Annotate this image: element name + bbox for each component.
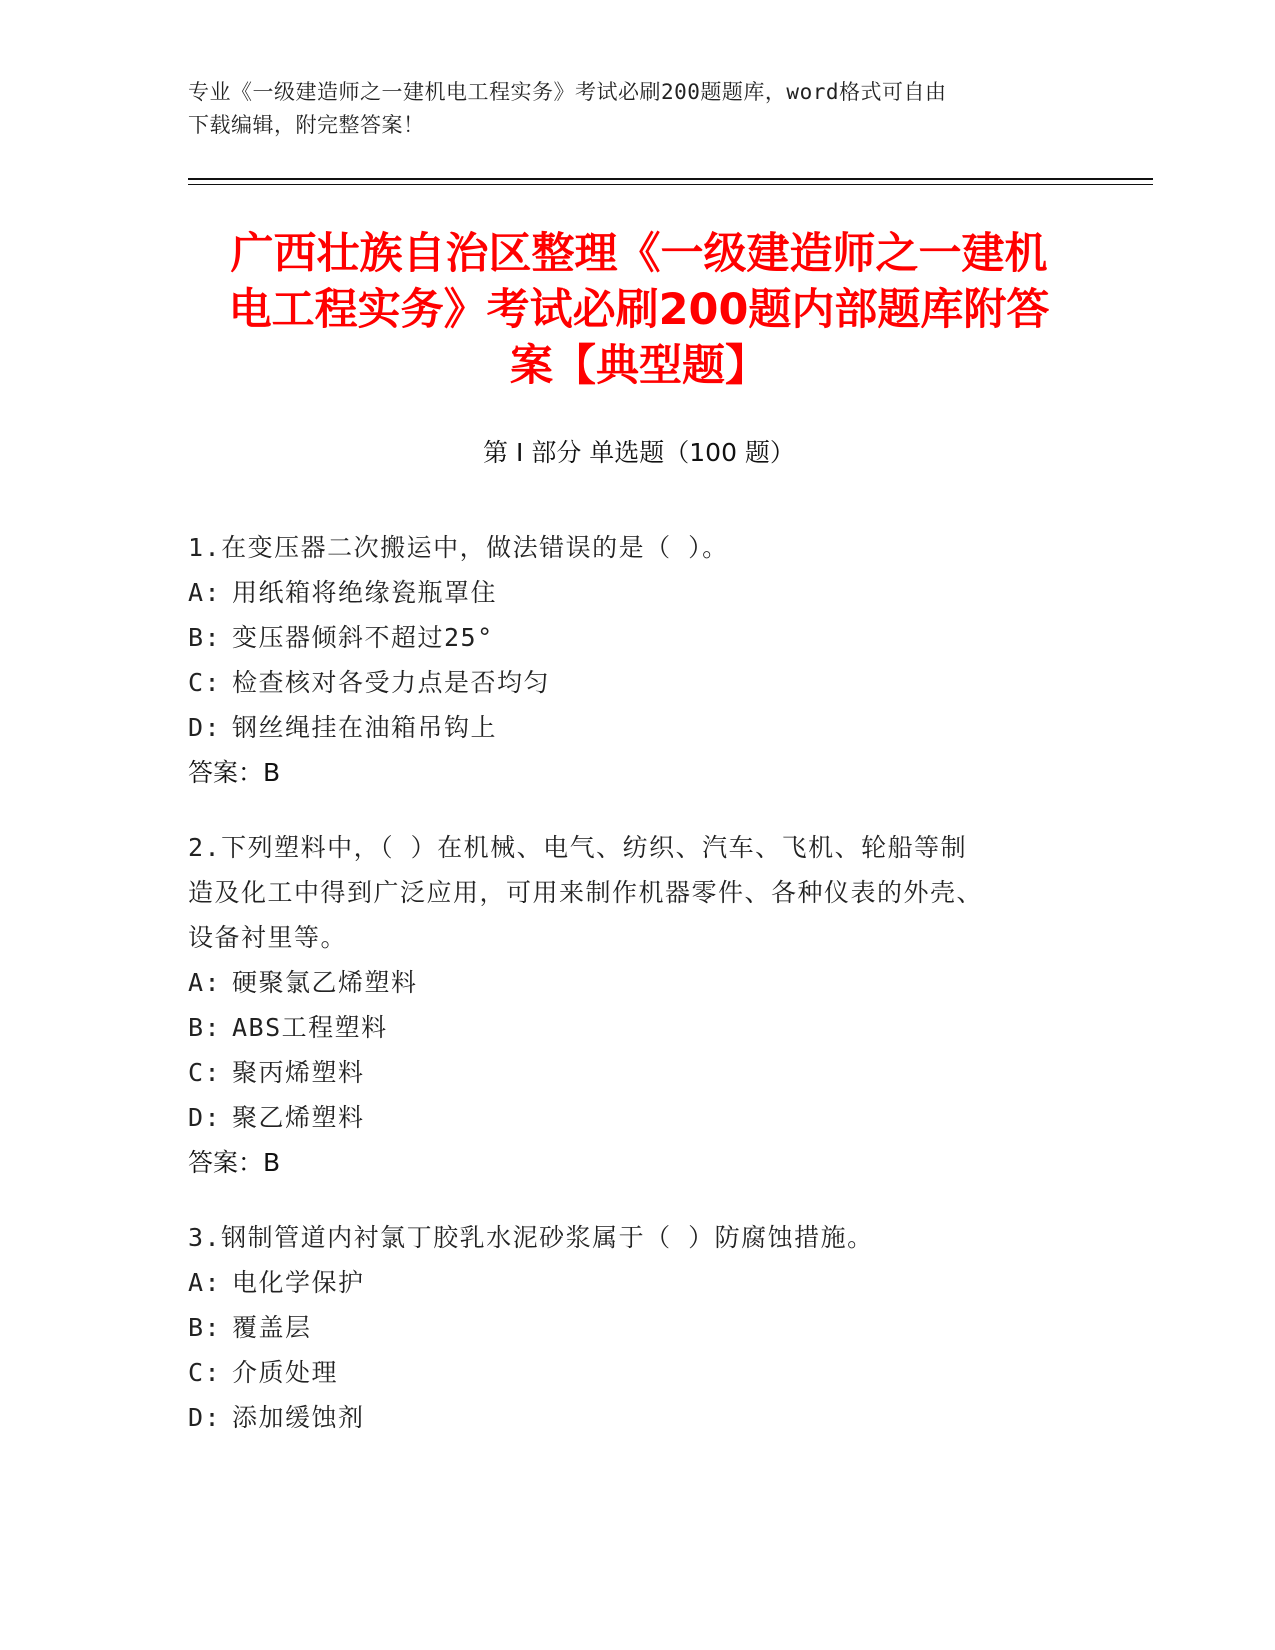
option-text: 用纸箱将绝缘瓷瓶罩住 <box>232 578 498 607</box>
question-item <box>188 525 1088 795</box>
header-note <box>188 76 1088 142</box>
document-title <box>188 226 1090 394</box>
option-label: A: <box>188 1268 222 1297</box>
answer-option <box>188 1305 1088 1350</box>
option-text: 添加缓蚀剂 <box>232 1403 365 1432</box>
header-note-line: 下载编辑，附完整答案！ <box>188 113 425 137</box>
header-divider-thick <box>188 178 1153 180</box>
option-label: C: <box>188 1358 222 1387</box>
header-divider-thin <box>188 184 1153 185</box>
option-label: C: <box>188 668 222 697</box>
question-item <box>188 825 1088 1185</box>
option-label: D: <box>188 1403 222 1432</box>
answer-option <box>188 1050 1088 1095</box>
answer-option <box>188 1350 1088 1395</box>
option-label: B: <box>188 623 222 652</box>
question-item <box>188 1215 1088 1440</box>
title-line: 案【典型题】 <box>510 341 768 391</box>
answer-option <box>188 1005 1088 1050</box>
question-stem: 1.在变压器二次搬运中，做法错误的是（ ）。 <box>188 533 729 562</box>
question-stem-line: 2.下列塑料中，（ ）在机械、电气、纺织、汽车、飞机、轮船等制 <box>188 833 968 862</box>
question-stem-line: 造及化工中得到广泛应用，可用来制作机器零件、各种仪表的外壳、 <box>188 878 984 907</box>
option-text: 钢丝绳挂在油箱吊钩上 <box>232 713 498 742</box>
answer-option <box>188 1260 1088 1305</box>
option-label: A: <box>188 968 222 997</box>
option-text: ABS工程塑料 <box>232 1013 388 1042</box>
option-label: A: <box>188 578 222 607</box>
option-text: 变压器倾斜不超过25° <box>232 623 494 652</box>
option-text: 硬聚氯乙烯塑料 <box>232 968 418 997</box>
option-text: 聚乙烯塑料 <box>232 1103 365 1132</box>
answer-option <box>188 570 1088 615</box>
answer-option <box>188 705 1088 750</box>
answer-key: 答案：B <box>188 1148 281 1177</box>
question-list <box>188 525 1088 1470</box>
question-stem: 3.钢制管道内衬氯丁胶乳水泥砂浆属于（ ）防腐蚀措施。 <box>188 1223 874 1252</box>
title-line: 电工程实务》考试必刷200题内部题库附答 <box>228 285 1050 335</box>
answer-option <box>188 615 1088 660</box>
option-text: 电化学保护 <box>232 1268 365 1297</box>
answer-option <box>188 660 1088 705</box>
option-text: 聚丙烯塑料 <box>232 1058 365 1087</box>
answer-option <box>188 1095 1088 1140</box>
section-heading: 第 I 部分 单选题（100 题） <box>483 438 795 467</box>
answer-key: 答案：B <box>188 758 281 787</box>
option-text: 检查核对各受力点是否均匀 <box>232 668 551 697</box>
answer-option <box>188 960 1088 1005</box>
option-label: B: <box>188 1313 222 1342</box>
answer-option <box>188 1395 1088 1440</box>
option-label: D: <box>188 713 222 742</box>
option-label: D: <box>188 1103 222 1132</box>
header-note-line: 专业《一级建造师之一建机电工程实务》考试必刷200题题库，word格式可自由 <box>188 80 947 104</box>
option-text: 介质处理 <box>232 1358 339 1387</box>
option-text: 覆盖层 <box>232 1313 312 1342</box>
title-line: 广西壮族自治区整理《一级建造师之一建机 <box>230 229 1048 279</box>
option-label: C: <box>188 1058 222 1087</box>
question-stem-line: 设备衬里等。 <box>188 923 348 952</box>
option-label: B: <box>188 1013 222 1042</box>
